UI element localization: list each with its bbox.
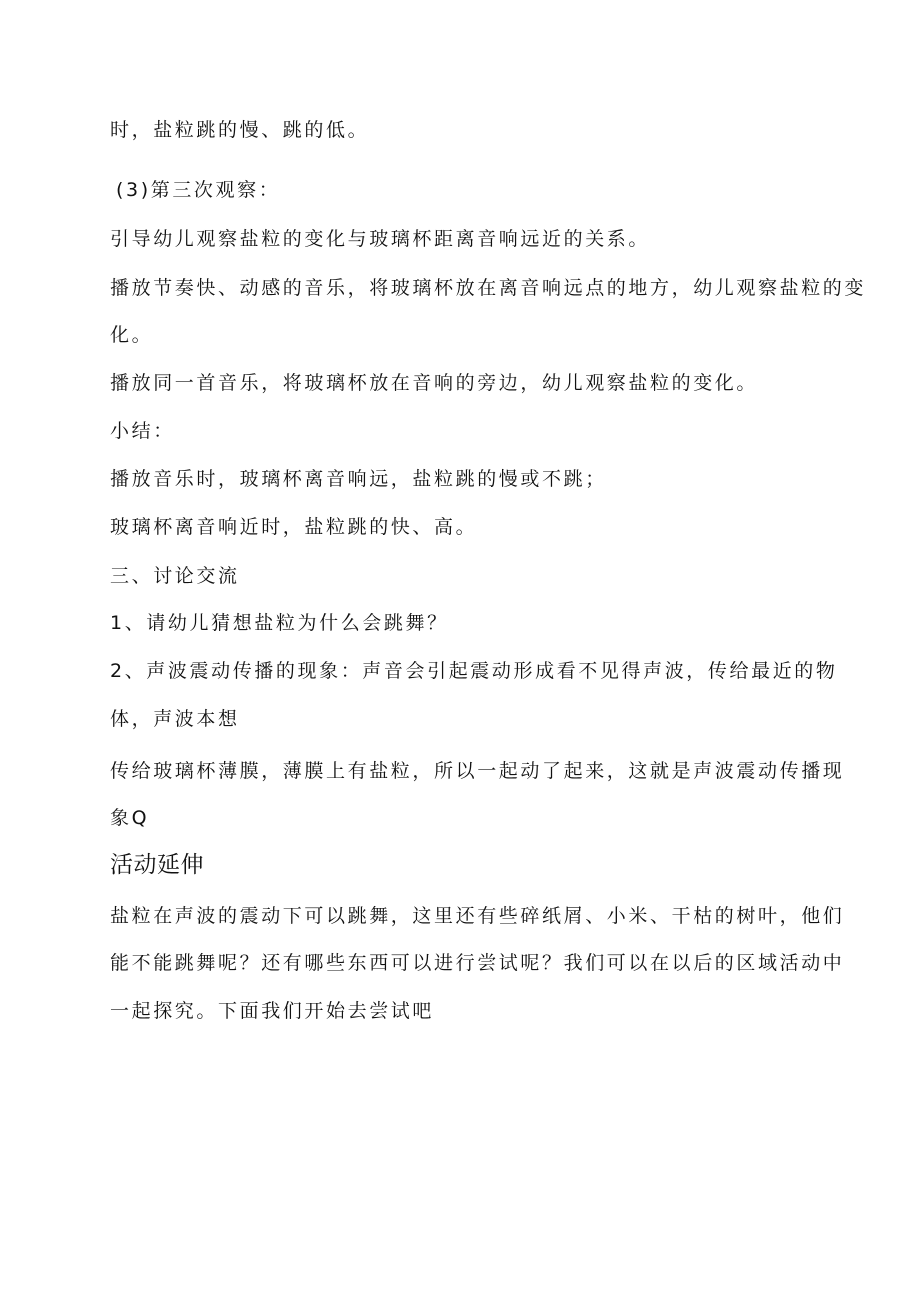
text-line: 播放节奏快、动感的音乐，将玻璃杯放在离音响远点的地方，幼儿观察盐粒的变	[110, 277, 867, 299]
text-line: 化。	[110, 324, 154, 346]
text-line: 一起探究。下面我们开始去尝试吧	[110, 1000, 435, 1022]
text-line: 象Q	[110, 807, 150, 829]
text-line: 播放音乐时，玻璃杯离音响远，盐粒跳的慢或不跳；	[110, 468, 607, 490]
text-line: 播放同一首音乐，将玻璃杯放在音响的旁边，幼儿观察盐粒的变化。	[110, 372, 759, 394]
text-line: 时，盐粒跳的慢、跳的低。	[110, 119, 370, 141]
text-line: 2、声波震动传播的现象：声音会引起震动形成看不见得声波，传给最近的物	[110, 660, 838, 682]
text-line: 小结：	[110, 420, 175, 442]
text-line: 体，声波本想	[110, 708, 240, 730]
section-heading: 活动延伸	[110, 852, 204, 878]
text-line: 1、请幼儿猜想盐粒为什么会跳舞？	[110, 612, 449, 634]
text-line: 传给玻璃杯薄膜，薄膜上有盐粒，所以一起动了起来，这就是声波震动传播现	[110, 760, 845, 782]
text-line: 引导幼儿观察盐粒的变化与玻璃杯距离音响远近的关系。	[110, 228, 651, 250]
text-line: 三、讨论交流	[110, 565, 240, 587]
text-line: 能不能跳舞呢？还有哪些东西可以进行尝试呢？我们可以在以后的区域活动中	[110, 952, 845, 974]
text-line: 玻璃杯离音响近时，盐粒跳的快、高。	[110, 516, 478, 538]
text-line: 盐粒在声波的震动下可以跳舞，这里还有些碎纸屑、小米、干枯的树叶，他们	[110, 905, 845, 927]
text-line: (3)第三次观察：	[116, 179, 281, 201]
